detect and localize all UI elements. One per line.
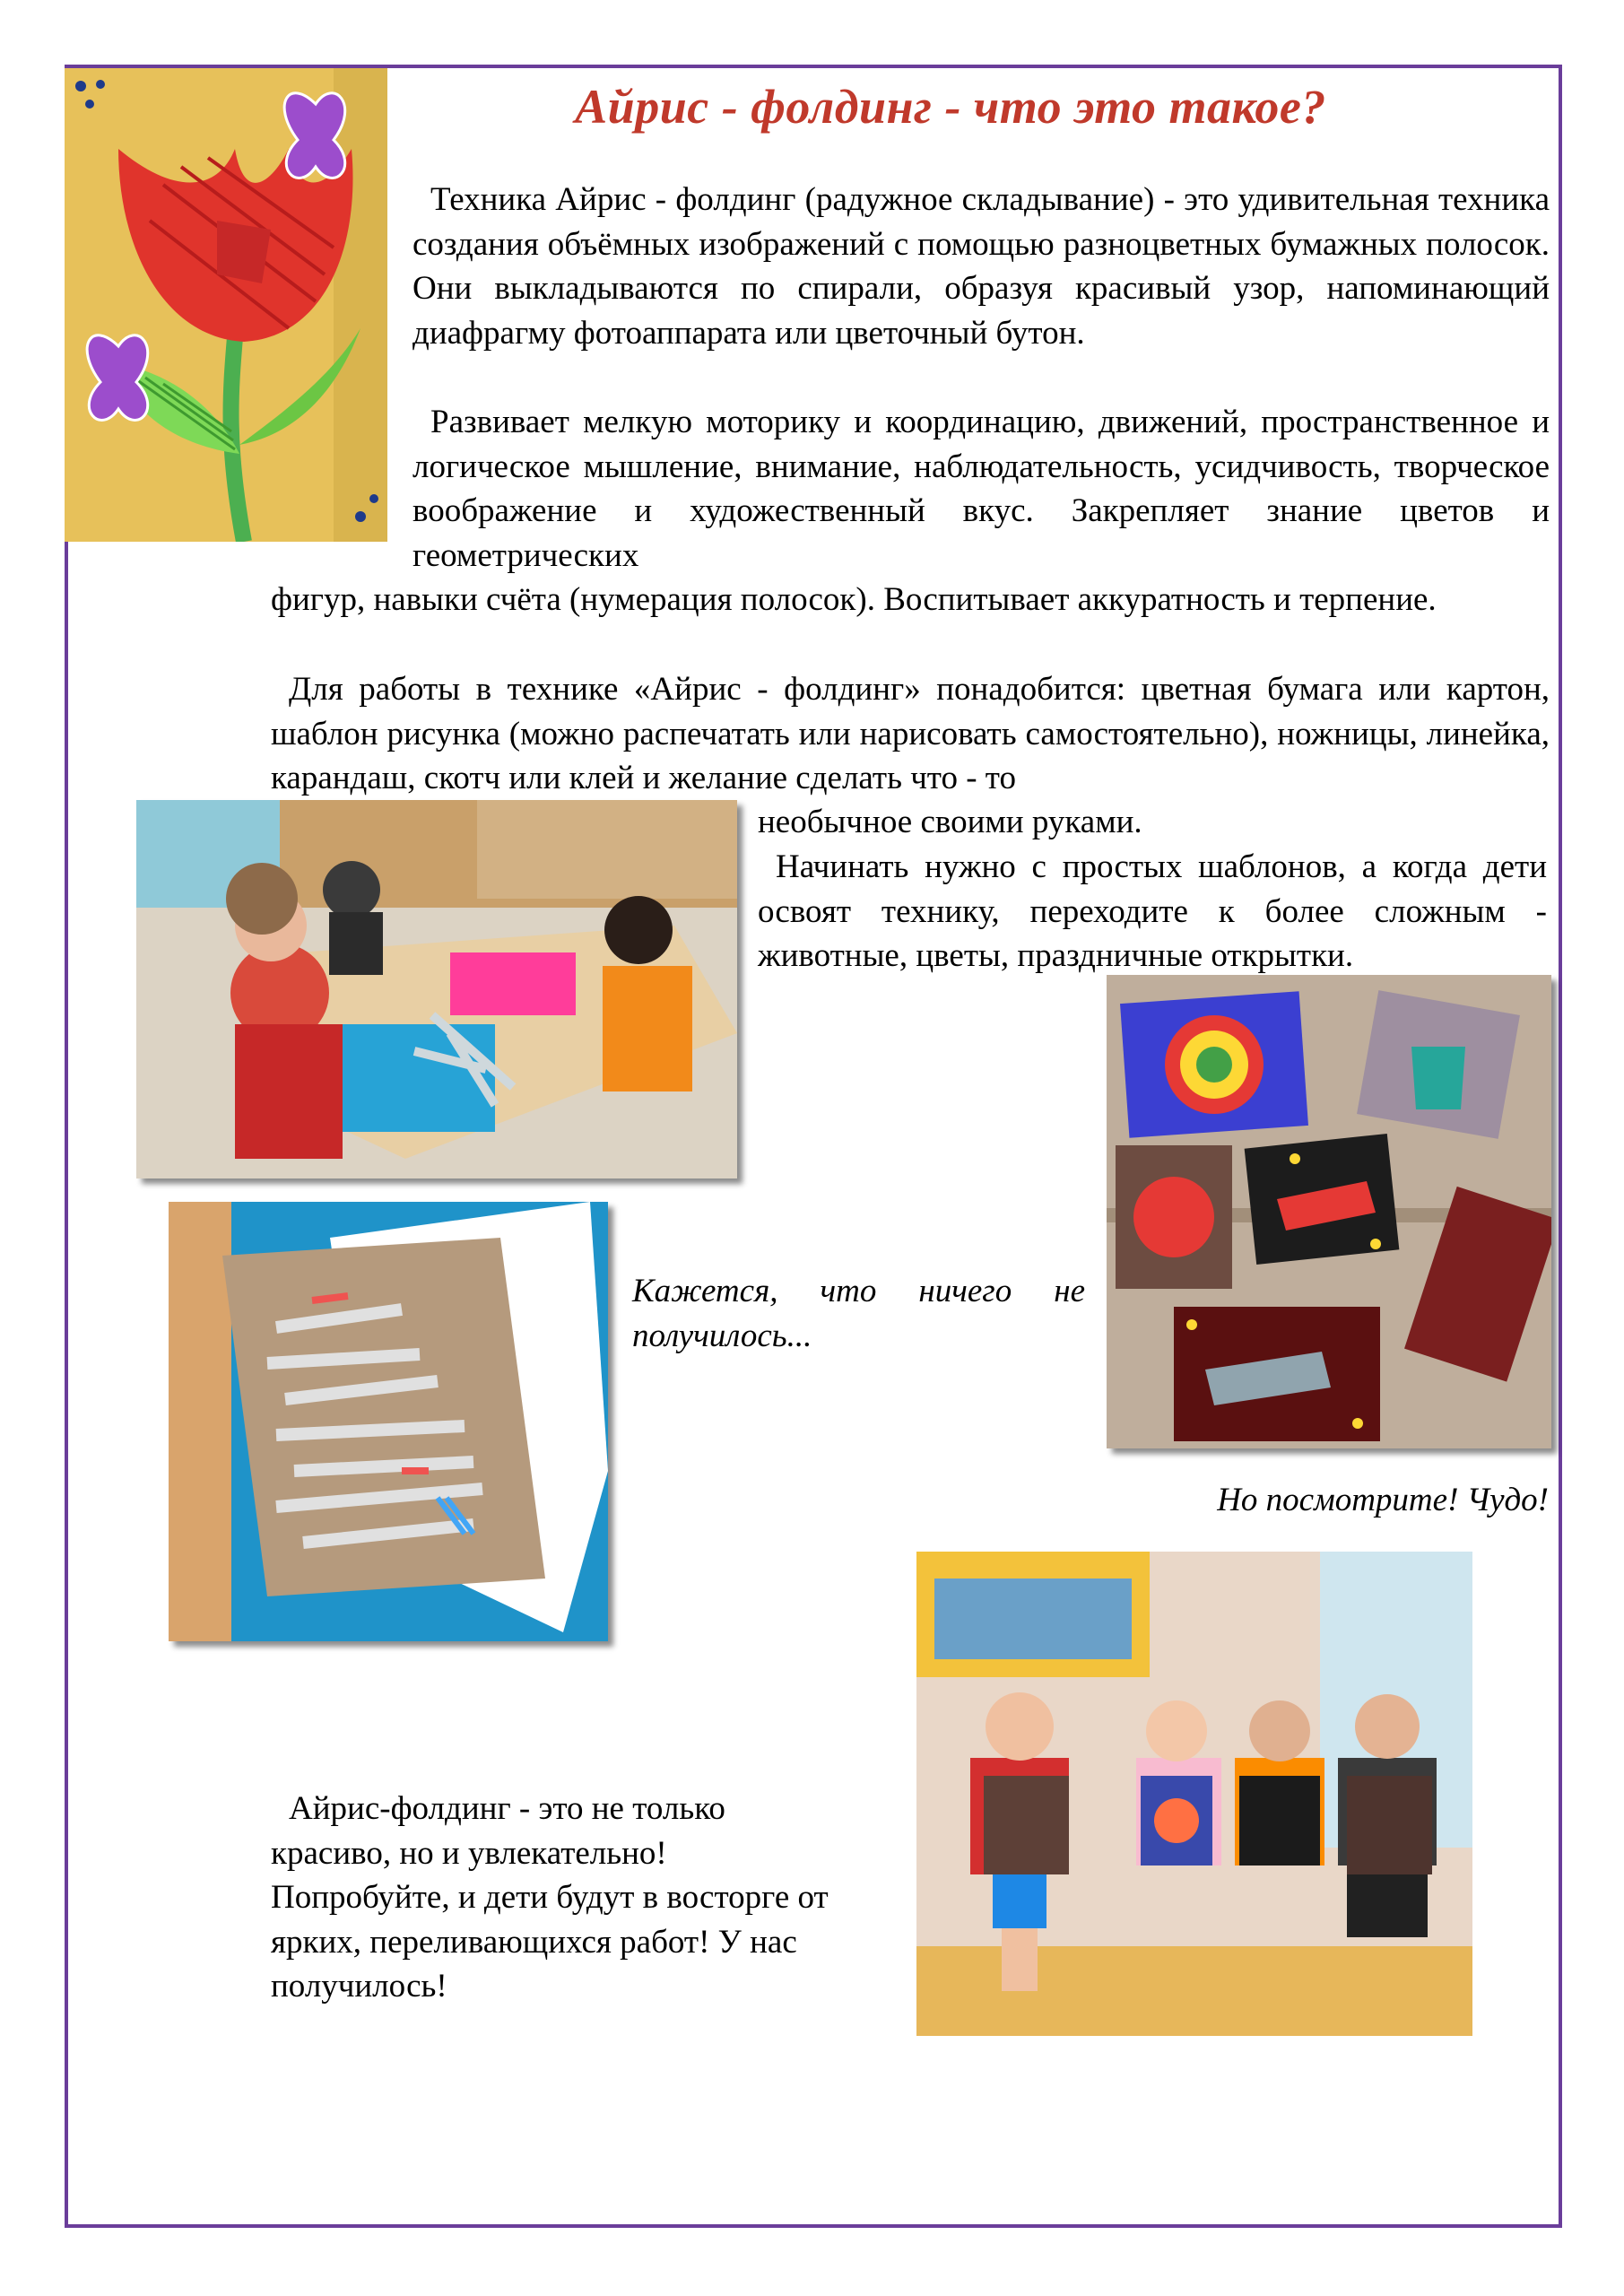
tulip-craft-image [65, 68, 387, 542]
finished-crafts-image [1107, 975, 1551, 1448]
children-working-image [136, 800, 737, 1178]
caption-miracle: Но посмотрите! Чудо! [1217, 1482, 1549, 1518]
paragraph-closing: Айрис-фолдинг - это не только красиво, но и увлекательно! Попробуйте, и дети будут в восторге от ярких, переливающихся работ! У нас получилось! [271, 1790, 829, 2005]
unfinished-craft-image [169, 1202, 608, 1641]
paragraph-materials: Для работы в технике «Айрис - фолдинг» понадобится: цветная бумага или картон, шаблон рисунка (можно распечатать или нарисовать самостоятельно), ножницы, линейка, карандаш, скотч или клей и желание сделать что - то [271, 671, 1550, 796]
children-with-crafts-image [916, 1552, 1472, 2036]
page-title: Айрис - фолдинг - что это такое? [575, 80, 1326, 134]
caption-nothing-worked: Кажется, что ничего не получилось... [632, 1273, 1085, 1354]
paragraph-benefits: Развивает мелкую моторику и координацию, движений, пространственное и логическое мышление, внимание, наблюдательность, усидчивость, творческое воображение и художественный вкус. Закрепляет знание цветов и геометрических [413, 404, 1550, 574]
paragraph-materials-cont: необычное своими руками. [758, 804, 1142, 840]
paragraph-intro: Техника Айрис - фолдинг (радужное складывание) - это удивительная техника создания объёмных изображений с помощью разноцветных бумажных полосок. Они выкладываются по спирали, образуя красивый узор, напоминающий диафрагму фотоаппарата или цветочный бутон. [413, 181, 1550, 352]
paragraph-templates: Начинать нужно с простых шаблонов, а когда дети освоят технику, переходите к более сложным - животные, цветы, праздничные открытки. [758, 848, 1547, 974]
paragraph-benefits-cont: фигур, навыки счёта (нумерация полосок). Воспитывает аккуратность и терпение. [271, 581, 1437, 618]
